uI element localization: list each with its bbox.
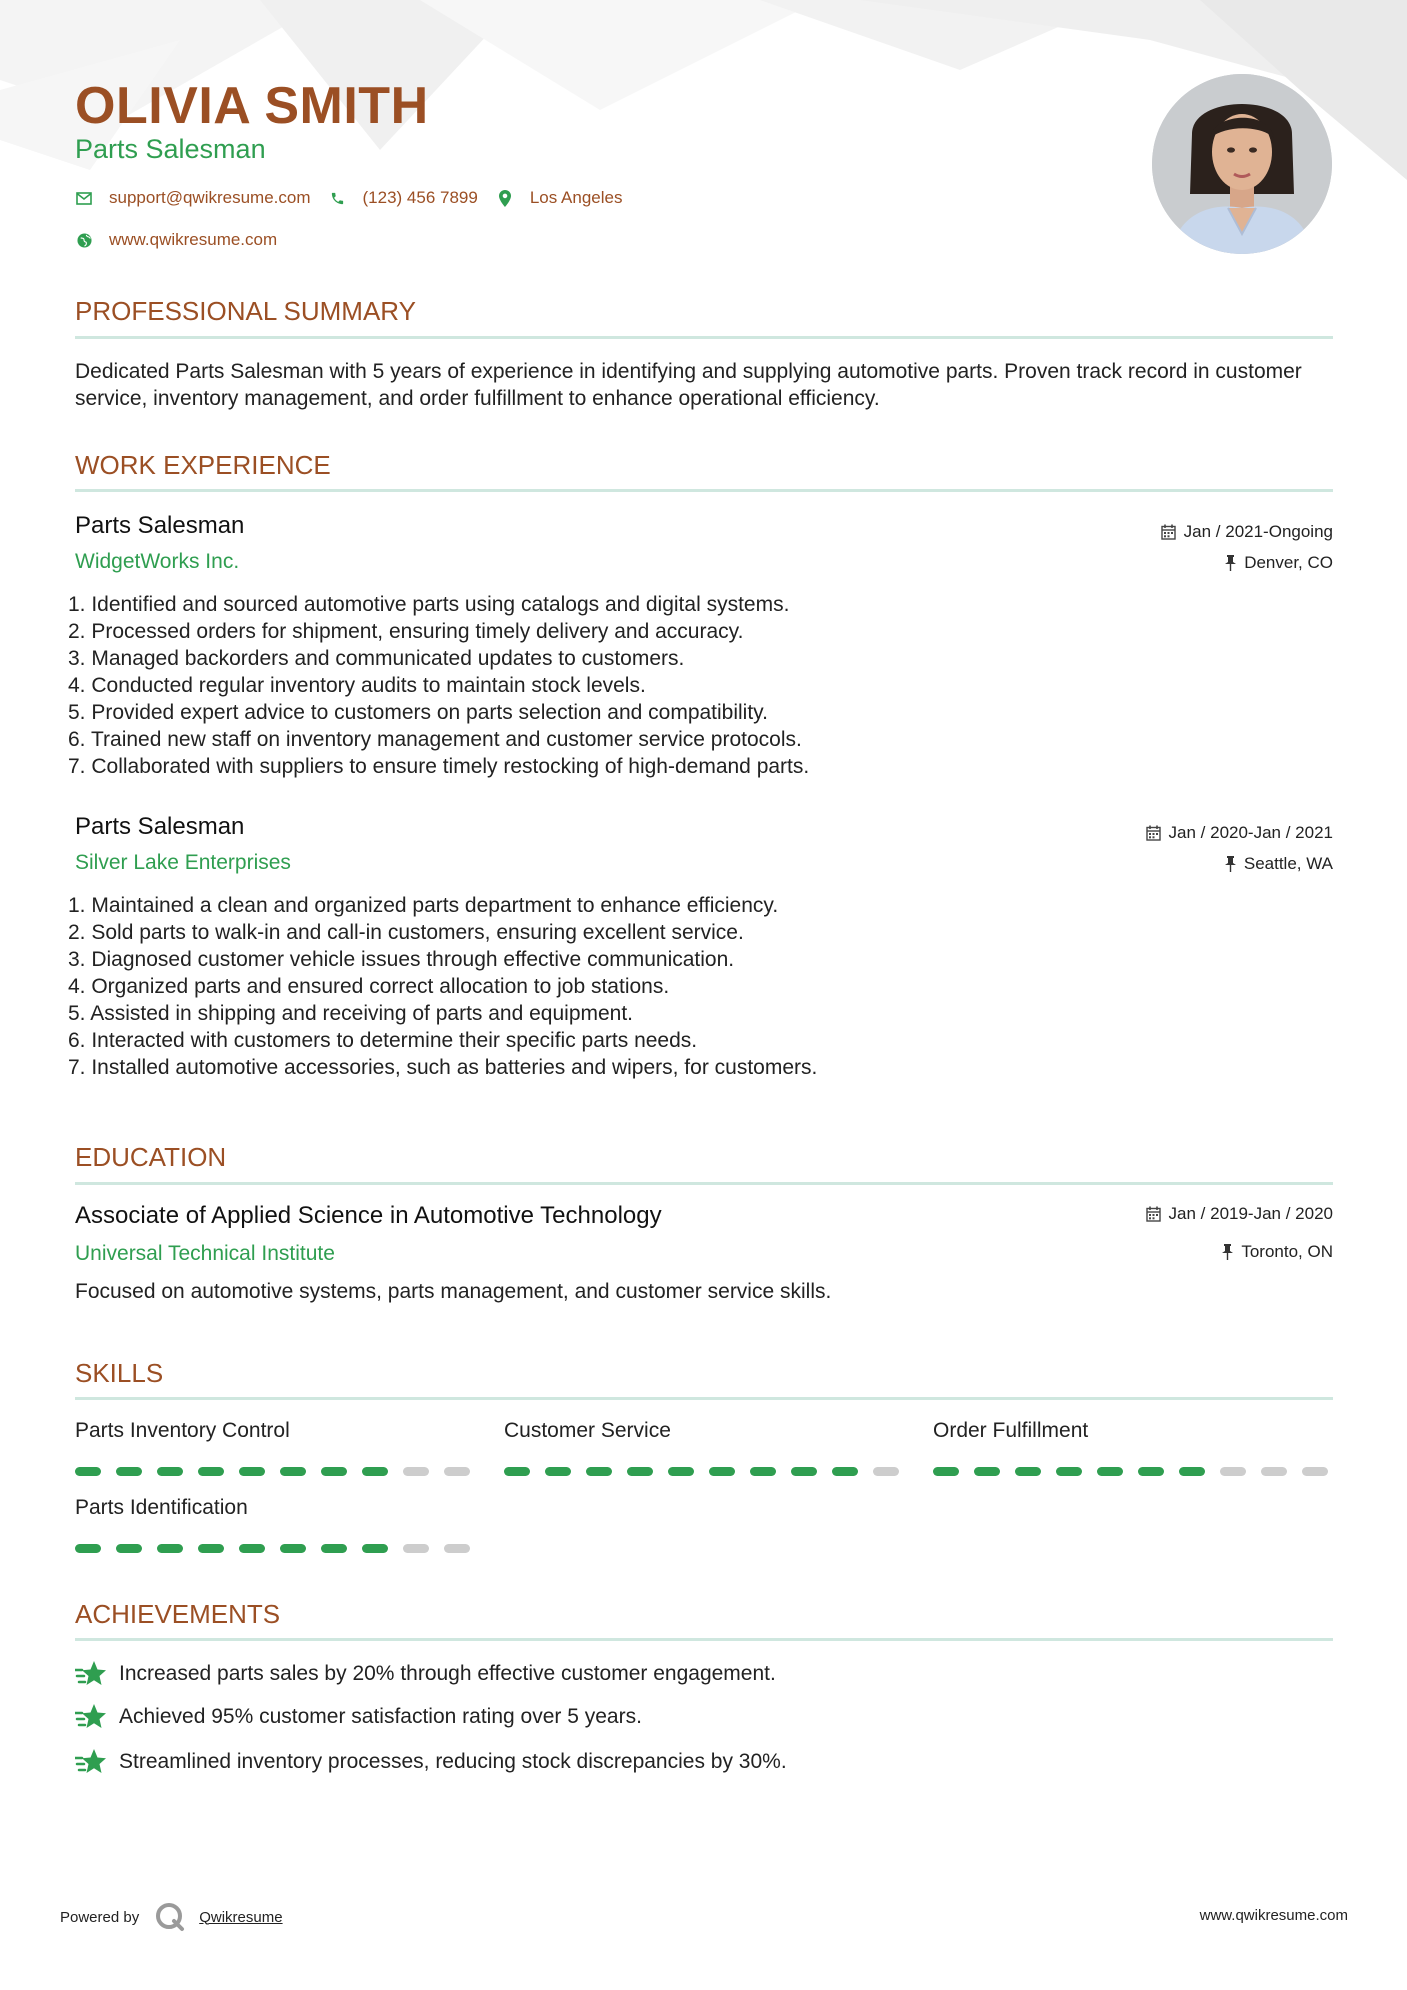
skill-dash-filled (75, 1467, 101, 1476)
company-name: Silver Lake Enterprises (75, 851, 291, 874)
skill-level-bar (504, 1467, 904, 1477)
skill-dash-filled (504, 1467, 530, 1476)
skill-dash-filled (157, 1544, 183, 1553)
skills-heading: SKILLS (75, 1358, 164, 1388)
education-location-text: Toronto, ON (1241, 1242, 1333, 1261)
map-pin-icon (496, 189, 514, 207)
experience-heading: WORK EXPERIENCE (75, 450, 331, 480)
achievements-heading: ACHIEVEMENTS (75, 1599, 281, 1629)
job-duties-list (68, 892, 817, 1081)
pushpin-icon (1225, 856, 1236, 872)
achievement-item (75, 1660, 776, 1688)
achievement-text: Streamlined inventory processes, reducing stock discrepancies by 30%. (119, 1750, 787, 1773)
skill-dash-filled (75, 1544, 101, 1553)
achievement-text: Increased parts sales by 20% through effective customer engagement. (119, 1662, 776, 1685)
school-name: Universal Technical Institute (75, 1242, 335, 1265)
skill-label: Parts Inventory Control (75, 1419, 290, 1442)
skill-dash-filled (1179, 1467, 1205, 1476)
job-location-text: Denver, CO (1244, 553, 1333, 572)
skill-dash-filled (750, 1467, 776, 1476)
star-icon (75, 1703, 107, 1731)
section-divider (75, 1182, 1333, 1185)
education-description: Focused on automotive systems, parts management, and customer service skills. (75, 1280, 832, 1303)
skill-dash-filled (198, 1467, 224, 1476)
job-date (1161, 522, 1333, 542)
skill-dash-filled (1097, 1467, 1123, 1476)
skill-dash-filled (157, 1467, 183, 1476)
list-item: 6. Interacted with customers to determine their specific parts needs. (68, 1029, 698, 1052)
calendar-icon (1146, 825, 1161, 841)
qwikresume-link[interactable]: Qwikresume (199, 1908, 283, 1926)
skill-dash-filled (239, 1467, 265, 1476)
skill-level-bar (933, 1467, 1333, 1477)
skill-dash-filled (280, 1467, 306, 1476)
skill-level-bar (75, 1544, 475, 1554)
envelope-icon (75, 189, 93, 207)
skill-dash-filled (791, 1467, 817, 1476)
list-item: 7. Collaborated with suppliers to ensure timely restocking of high-demand parts. (68, 755, 810, 778)
achievement-text: Achieved 95% customer satisfaction rating over 5 years. (119, 1705, 642, 1728)
skill-dash-empty (1302, 1467, 1328, 1476)
skill-dash-filled (933, 1467, 959, 1476)
skill-level-bar (75, 1467, 475, 1477)
skill-dash-filled (709, 1467, 735, 1476)
list-item: 4. Conducted regular inventory audits to maintain stock levels. (68, 674, 646, 697)
achievement-item (75, 1703, 642, 1731)
skill-dash-empty (444, 1467, 470, 1476)
skill-dash-filled (116, 1544, 142, 1553)
email-link[interactable]: support@qwikresume.com (109, 188, 311, 207)
footer-powered-by (60, 1902, 283, 1932)
candidate-role: Parts Salesman (75, 134, 266, 164)
job-date-text: Jan / 2020-Jan / 2021 (1168, 823, 1333, 842)
skill-dash-empty (1220, 1467, 1246, 1476)
star-icon (75, 1748, 107, 1776)
list-item: 3. Diagnosed customer vehicle issues through effective communication. (68, 948, 735, 971)
website-row (75, 230, 277, 250)
skill-dash-filled (1015, 1467, 1041, 1476)
education-date (1146, 1204, 1333, 1224)
list-item: 1. Maintained a clean and organized parts department to enhance efficiency. (68, 894, 779, 917)
section-divider (75, 1638, 1333, 1641)
skill-dash-filled (545, 1467, 571, 1476)
skill-dash-empty (1261, 1467, 1287, 1476)
job-title: Parts Salesman (75, 813, 245, 840)
skill-dash-filled (668, 1467, 694, 1476)
skill-dash-empty (403, 1467, 429, 1476)
skill-dash-filled (1056, 1467, 1082, 1476)
list-item: 4. Organized parts and ensured correct allocation to job stations. (68, 975, 670, 998)
skill-dash-empty (444, 1544, 470, 1553)
list-item: 1. Identified and sourced automotive parts using catalogs and digital systems. (68, 593, 790, 616)
skill-dash-filled (321, 1467, 347, 1476)
skill-dash-filled (116, 1467, 142, 1476)
education-location (1222, 1242, 1333, 1262)
calendar-icon (1146, 1206, 1161, 1222)
skill-dash-filled (362, 1544, 388, 1553)
skill-dash-filled (586, 1467, 612, 1476)
achievement-item (75, 1748, 787, 1776)
website-link[interactable]: www.qwikresume.com (109, 230, 278, 249)
list-item: 5. Assisted in shipping and receiving of parts and equipment. (68, 1002, 634, 1025)
skill-dash-filled (198, 1544, 224, 1553)
avatar (1152, 74, 1332, 254)
footer-url[interactable]: www.qwikresume.com (1199, 1907, 1348, 1924)
location-text: Los Angeles (529, 188, 623, 207)
list-item: 2. Sold parts to walk-in and call-in customers, ensuring excellent service. (68, 921, 744, 944)
job-location (1225, 553, 1333, 573)
skill-dash-filled (280, 1544, 306, 1553)
list-item: 3. Managed backorders and communicated updates to customers. (68, 647, 685, 670)
skill-dash-filled (974, 1467, 1000, 1476)
powered-by-label: Powered by (60, 1908, 140, 1926)
job-title: Parts Salesman (75, 512, 245, 539)
education-date-text: Jan / 2019-Jan / 2020 (1168, 1204, 1333, 1223)
degree-title: Associate of Applied Science in Automotive Technology (75, 1202, 662, 1229)
skill-dash-filled (362, 1467, 388, 1476)
company-name: WidgetWorks Inc. (75, 550, 240, 573)
skill-dash-filled (1138, 1467, 1164, 1476)
pushpin-icon (1225, 555, 1236, 571)
list-item: 6. Trained new staff on inventory management and customer service protocols. (68, 728, 802, 751)
globe-icon (75, 231, 93, 249)
job-duties-list (68, 591, 809, 780)
skill-label: Parts Identification (75, 1496, 248, 1519)
skill-dash-empty (403, 1544, 429, 1553)
skill-label: Order Fulfillment (933, 1419, 1089, 1442)
phone-number[interactable]: (123) 456 7899 (362, 188, 478, 207)
job-location-text: Seattle, WA (1243, 854, 1333, 873)
job-date-text: Jan / 2021-Ongoing (1183, 522, 1333, 541)
job-date (1146, 823, 1333, 843)
skill-dash-filled (321, 1544, 347, 1553)
contact-row (75, 188, 622, 208)
phone-icon (329, 189, 347, 207)
skill-dash-empty (873, 1467, 899, 1476)
list-item: 5. Provided expert advice to customers on parts selection and compatibility. (68, 701, 768, 724)
job-location (1225, 854, 1333, 874)
skill-dash-filled (832, 1467, 858, 1476)
summary-heading: PROFESSIONAL SUMMARY (75, 296, 416, 326)
summary-text: Dedicated Parts Salesman with 5 years of experience in identifying and supplying automotive parts. Proven track record in customer service, inventory management, and order fulfillment to enhance operational efficiency. (75, 360, 1302, 410)
candidate-name: OLIVIA SMITH (75, 77, 429, 135)
section-divider (75, 1397, 1333, 1400)
education-heading: EDUCATION (75, 1142, 227, 1172)
skill-dash-filled (239, 1544, 265, 1553)
section-divider (75, 336, 1333, 339)
star-icon (75, 1660, 107, 1688)
skill-dash-filled (627, 1467, 653, 1476)
skill-label: Customer Service (504, 1419, 671, 1442)
calendar-icon (1161, 524, 1176, 540)
qwikresume-logo-icon (155, 1902, 185, 1932)
list-item: 7. Installed automotive accessories, such as batteries and wipers, for customers. (68, 1056, 818, 1079)
pushpin-icon (1222, 1244, 1233, 1260)
list-item: 2. Processed orders for shipment, ensuring timely delivery and accuracy. (68, 620, 744, 643)
section-divider (75, 489, 1333, 492)
